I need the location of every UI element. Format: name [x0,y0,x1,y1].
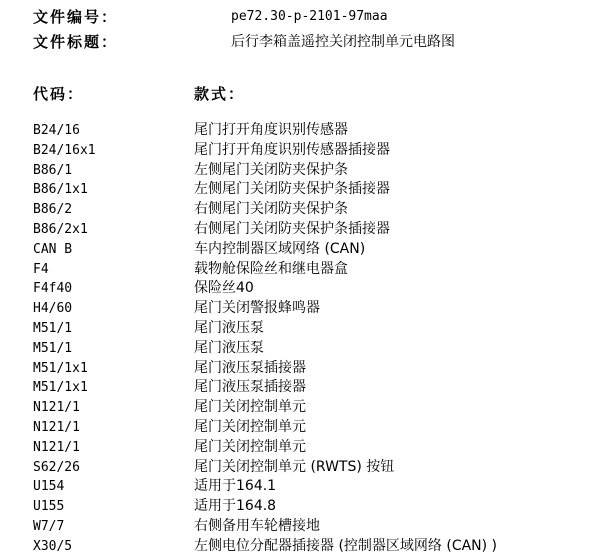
component-style: 保险丝40 [194,280,254,297]
component-style: 尾门液压泵插接器 [194,359,306,376]
component-style: 尾门关闭警报蜂鸣器 [194,300,320,317]
component-row [33,200,598,220]
component-row [33,418,598,438]
component-code: B86/1x1 [33,182,88,198]
component-row [33,398,598,418]
component-code: M51/1 [33,340,73,356]
component-code: B24/16x1 [33,142,96,158]
document-title-row [33,32,593,52]
component-code: M51/1x1 [33,380,88,396]
component-code: CAN B [33,241,73,257]
component-code: W7/7 [33,518,65,534]
component-row [33,161,598,181]
component-row [33,438,598,458]
component-row [33,477,598,497]
component-code: N121/1 [33,400,80,416]
component-style: 尾门关闭控制单元 [194,438,306,455]
component-row [33,260,598,280]
component-style: 尾门打开角度识别传感器 [194,122,348,138]
component-code: N121/1 [33,439,80,455]
component-style: 右侧尾门关闭防夹保护条插接器 [194,220,390,237]
component-code: U155 [33,499,65,515]
component-row [33,220,598,240]
component-row [33,319,598,339]
component-row [33,141,598,161]
document-title-label: 文件标题： [33,33,119,51]
component-code: F4 [33,261,49,277]
component-row [33,121,598,141]
component-row [33,240,598,260]
component-style: 尾门关闭控制单元 [194,399,306,416]
component-style: 尾门液压泵 [194,319,264,336]
component-code: U154 [33,479,65,495]
component-style: 车内控制器区域网络 (CAN) [194,240,366,257]
component-code: M51/1 [33,320,73,336]
component-row [33,537,598,557]
style-column-header: 款式： [194,85,246,103]
component-style: 右侧备用车轮槽接地 [194,517,320,534]
component-row [33,299,598,319]
component-row [33,339,598,359]
component-style: 尾门关闭控制单元 (RWTS) 按钮 [194,458,395,475]
component-style: 尾门关闭控制单元 [194,418,306,435]
component-style: 左侧电位分配器插接器 (控制器区域网络 (CAN) ) [194,537,498,554]
component-row [33,359,598,379]
component-code: X30/5 [33,538,73,554]
component-code: S62/26 [33,459,80,475]
component-style: 适用于164.8 [194,498,277,515]
document-number-label: 文件编号： [33,8,119,26]
component-row [33,279,598,299]
document-title-value: 后行李箱盖遥控关闭控制单元电路图 [231,34,455,50]
component-row [33,517,598,537]
component-code: B86/2x1 [33,221,88,237]
component-style: 尾门打开角度识别传感器插接器 [194,141,390,158]
component-code: N121/1 [33,419,80,435]
component-row [33,497,598,517]
component-style: 载物舱保险丝和继电器盒 [194,260,348,277]
document-number-row [33,7,593,27]
component-row [33,378,598,398]
component-style: 右侧尾门关闭防夹保护条 [194,201,348,218]
component-list [33,121,598,557]
component-style: 左侧尾门关闭防夹保护条 [194,161,348,178]
component-row [33,458,598,478]
component-code: B86/2 [33,202,73,218]
component-code: B24/16 [33,123,80,138]
component-style: 尾门液压泵 [194,339,264,356]
component-style: 左侧尾门关闭防夹保护条插接器 [194,181,390,198]
component-code: F4f40 [33,281,73,297]
code-column-header: 代码： [33,85,85,103]
component-code: H4/60 [33,301,73,317]
component-code: M51/1x1 [33,360,88,376]
document-number-value: pe72.30-p-2101-97maa [231,9,388,24]
component-style: 适用于164.1 [194,478,277,495]
component-row [33,180,598,200]
component-style: 尾门液压泵插接器 [194,379,306,396]
component-code: B86/1 [33,162,73,178]
